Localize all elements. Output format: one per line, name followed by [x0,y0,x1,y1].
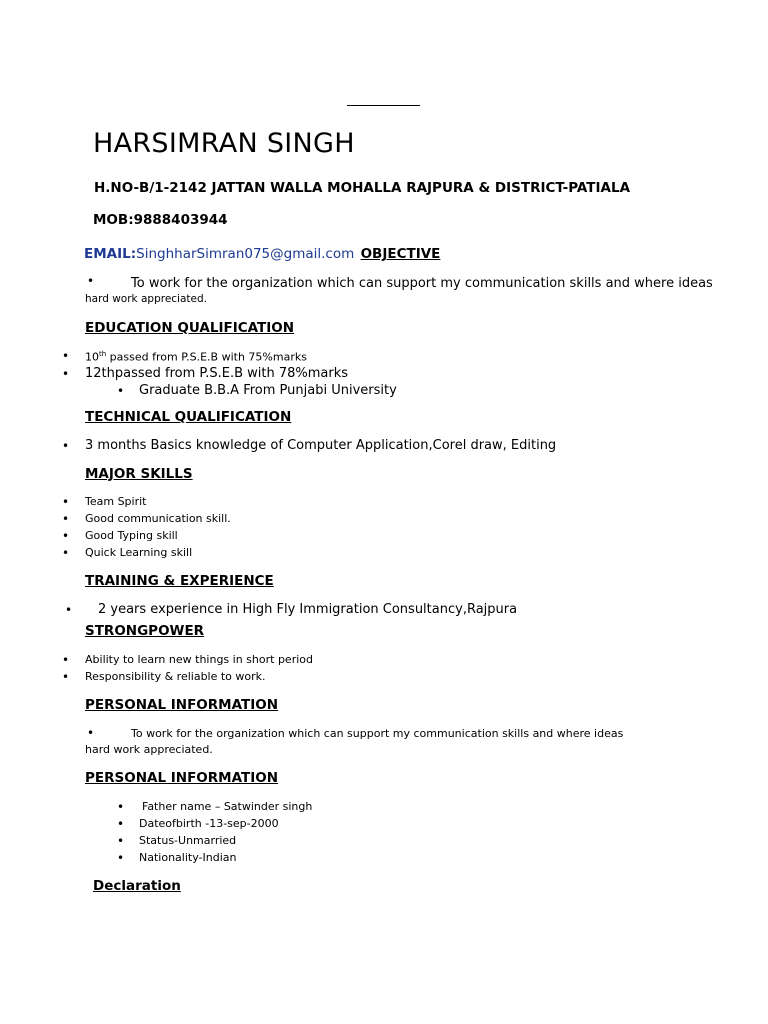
candidate-name: HARSIMRAN SINGH [93,128,355,159]
bullet: • [62,439,70,453]
skills-heading: MAJOR SKILLS [85,466,193,482]
personal-item: Status-Unmarried [139,834,237,847]
bullet: • [65,603,73,617]
address: H.NO-B/1-2142 JATTAN WALLA MOHALLA RAJPURA & DISTRICT-PATIALA [94,180,631,196]
personal-objective-line-2: hard work appreciated. [85,743,213,756]
personal-objective-line-1: To work for the organization which can support my communication skills and where ideas [131,727,624,740]
strongpower-item: Ability to learn new things in short period [85,653,313,666]
personal-item: Nationality-Indian [139,851,237,864]
bullet: • [117,834,125,848]
skill-item: Good Typing skill [85,529,178,542]
strongpower-item: Responsibility & reliable to work. [85,670,266,683]
bullet: • [62,512,70,526]
skill-item: Good communication skill. [85,512,231,525]
training-heading: TRAINING & EXPERIENCE [85,573,274,589]
bullet: • [62,653,70,667]
bullet: • [117,851,125,865]
personal-item: Dateofbirth -13-sep-2000 [139,817,279,830]
bullet: • [87,274,95,288]
objective-line-1: To work for the organization which can support my communication skills and where ideas [131,276,713,291]
bullet: • [62,367,70,381]
email-address[interactable]: SinghharSimran075@gmail.com [136,246,355,262]
bullet: • [87,726,95,740]
bullet: • [117,817,125,831]
bullet: • [62,529,70,543]
education-item-2: 12thpassed from P.S.E.B with 78%marks [85,366,349,381]
personal-heading-1: PERSONAL INFORMATION [85,697,279,713]
strongpower-heading: STRONGPOWER [85,623,205,639]
declaration-heading: Declaration [93,878,181,894]
email-line [84,246,440,262]
bullet: • [62,349,70,363]
objective-heading: OBJECTIVE [360,246,441,262]
bullet: • [117,384,125,398]
technical-item: 3 months Basics knowledge of Computer Application,Corel draw, Editing [85,438,557,453]
bullet: • [62,546,70,560]
personal-item: Father name – Satwinder singh [142,800,313,813]
bullet: • [62,495,70,509]
education-item-1: 10th passed from P.S.E.B with 75%marks [85,350,307,364]
skill-item: Team Spirit [85,495,147,508]
objective-line-2: hard work appreciated. [85,293,207,305]
skill-item: Quick Learning skill [85,546,193,559]
bullet: • [117,800,125,814]
personal-heading-2: PERSONAL INFORMATION [85,770,279,786]
email-label: EMAIL: [84,246,137,262]
education-heading: EDUCATION QUALIFICATION [85,320,295,336]
top-rule [347,105,420,106]
technical-heading: TECHNICAL QUALIFICATION [85,409,292,425]
training-item: 2 years experience in High Fly Immigration Consultancy,Rajpura [98,602,518,617]
bullet: • [62,670,70,684]
education-item-3: Graduate B.B.A From Punjabi University [139,383,397,398]
mobile: MOB:9888403944 [93,212,228,228]
